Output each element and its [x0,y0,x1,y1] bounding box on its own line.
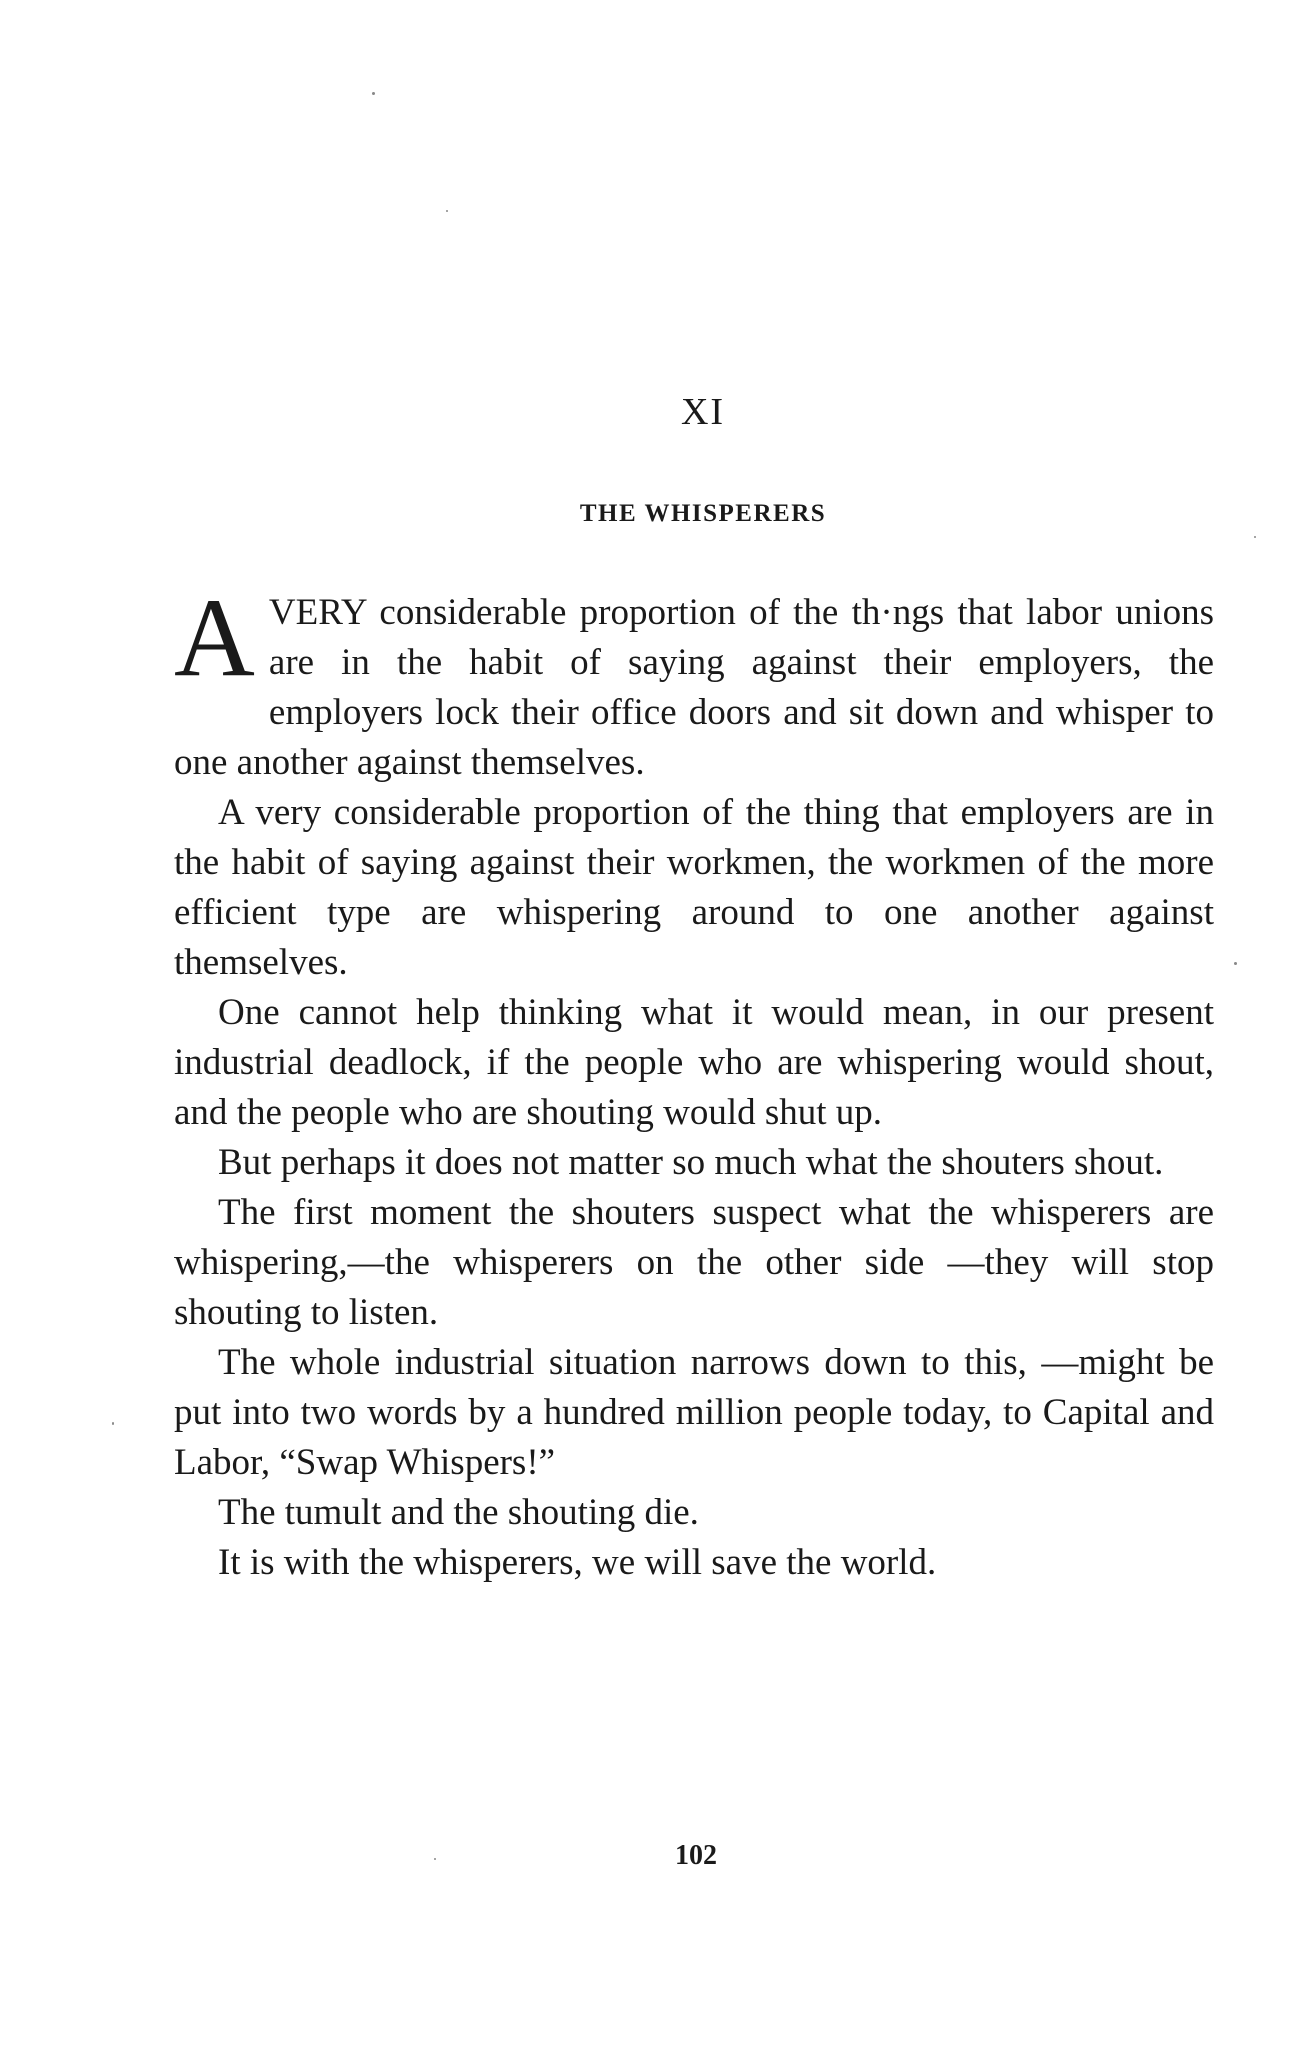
paragraph-2: A very considerable proportion of the thing that employers are in the habit of saying against their workmen, the workmen of the more efficient type are whispering around to one another against themselves. [174,792,1214,983]
scan-speck [434,1858,436,1860]
chapter-body [174,576,1214,1588]
paragraph-1 [174,576,1214,788]
paragraph-8: It is with the whisperers, we will save the world. [218,1542,937,1583]
chapter-number: XI [680,391,726,433]
paragraph-7: The tumult and the shouting die. [218,1492,699,1533]
page-number: 102 [675,1840,717,1871]
drop-cap: A [174,576,255,700]
scan-speck [112,1422,114,1425]
scan-speck [446,210,448,212]
scan-speck [1254,536,1256,538]
scan-speck [1234,962,1237,965]
paragraph-5: The first moment the shouters suspect what the whisperers are whispering,—the whisperers on the other side —they will stop shouting to listen. [174,1192,1214,1333]
paragraph-6: The whole industrial situation narrows down to this, —might be put into two words by a hundred million people today, to Capital and Labor, “Swap Whispers!” [174,1342,1214,1483]
scan-speck [372,92,375,95]
paragraph-1-text: VERY considerable proportion of the th·ngs that labor unions are in the habit of saying against their employers, the employers lock their office doors and sit down and whisper to one another against themselves. [174,592,1214,783]
paragraph-3: One cannot help thinking what it would mean, in our present industrial deadlock, if the people who are whispering would shout, and the people who are shouting would shut up. [174,992,1214,1133]
chapter-title: THE WHISPERERS [579,500,827,527]
paragraph-4: But perhaps it does not matter so much what the shouters shout. [218,1142,1164,1183]
